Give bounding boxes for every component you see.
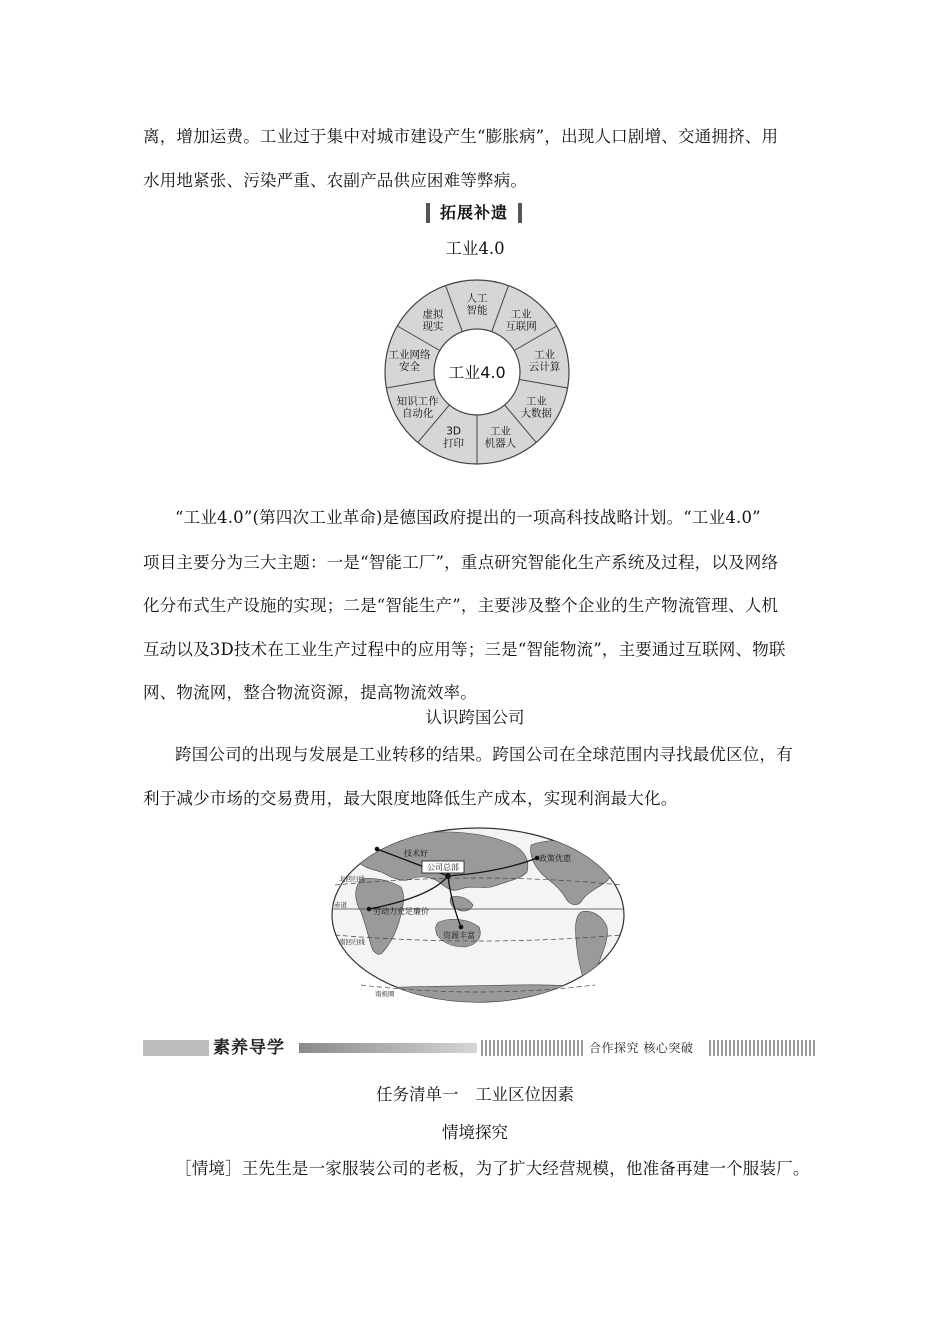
map-label-tech: 技术好 <box>404 849 428 858</box>
wheel-segment-label: 虚拟 <box>422 308 444 321</box>
map-label-antarctic: 南极圈 <box>375 990 395 998</box>
task-scenario: ［情境］王先生是一家服装公司的老板，为了扩大经营规模，他准备再建一个服装厂。 <box>175 1159 810 1178</box>
wheel-segment-label: 3D <box>446 425 461 438</box>
wheel-segment-label: 工业 <box>489 425 511 438</box>
industry40-paragraph-line-2: 项目主要分为三大主题：一是“智能工厂”，重点研究智能化生产系统及过程，以及网络 <box>143 553 779 572</box>
wheel-segment-label: 工业 <box>525 395 547 408</box>
map-label-south-tropic: 南回归线 <box>339 938 365 946</box>
banner-subtitle: 合作探究 核心突破 <box>589 1041 694 1055</box>
industry40-paragraph-line-5: 网、物流网，整合物流资源，提高物流效率。 <box>143 683 477 702</box>
task-heading: 任务清单一 工业区位因素 <box>376 1085 574 1104</box>
wheel-segment-label: 自动化 <box>401 407 434 420</box>
map-label-resources: 资源丰富 <box>443 931 475 940</box>
wheel-segment-label: 安全 <box>399 361 421 374</box>
multinational-heading: 认识跨国公司 <box>425 708 525 727</box>
map-label-policy: 政策优惠 <box>539 854 571 863</box>
banner-title: 素养导学 <box>213 1038 285 1058</box>
map-label-equator: 赤道 <box>334 901 347 909</box>
expand-tag-label: 拓展补遗 <box>439 203 508 222</box>
section-banner <box>143 1036 815 1060</box>
wheel-segment-label: 云计算 <box>528 361 561 374</box>
wheel-segment-label: 知识工作 <box>396 395 439 408</box>
industry40-paragraph-line-1: “工业4.0”(第四次工业革命)是德国政府提出的一项高科技战略计划。“工业4.0” <box>175 508 761 527</box>
expand-section-tag <box>426 201 522 225</box>
wheel-segment-label: 打印 <box>443 437 465 450</box>
wheel-segment-label: 工业网络 <box>388 349 431 362</box>
industry40-wheel-diagram <box>382 277 572 467</box>
banner-stripes-right <box>709 1040 815 1056</box>
wheel-segment-label: 机器人 <box>484 437 517 450</box>
wheel-center-label: 工业4.0 <box>448 363 506 382</box>
wheel-segment-label: 人工 <box>466 292 488 305</box>
wheel-segment-label: 大数据 <box>520 407 553 420</box>
wheel-segment-label: 工业 <box>533 349 555 362</box>
industry40-heading: 工业4.0 <box>445 239 505 258</box>
banner-gradient-bar <box>299 1043 477 1053</box>
tag-right-bar <box>518 203 522 223</box>
wheel-segment-label: 工业 <box>510 308 532 321</box>
banner-left-block <box>143 1040 209 1056</box>
industry40-paragraph-line-3: 化分布式生产设施的实现；二是“智能生产”，主要涉及整个企业的生产物流管理、人机 <box>143 596 779 615</box>
map-label-labor: 劳动力充足廉价 <box>373 907 429 916</box>
banner-stripes-left <box>481 1040 585 1056</box>
map-label-north-tropic: 北回归线 <box>339 875 365 883</box>
top-paragraph-line-2: 水用地紧张、污染严重、农副产品供应困难等弊病。 <box>143 171 528 190</box>
multinational-paragraph-line-1: 跨国公司的出现与发展是工业转移的结果。跨国公司在全球范围内寻找最优区位，有 <box>175 745 793 764</box>
wheel-segment-label: 现实 <box>422 320 444 333</box>
headquarters-label: 公司总部 <box>427 863 459 872</box>
multinational-paragraph-line-2: 利于减少市场的交易费用，最大限度地降低生产成本，实现利润最大化。 <box>143 789 678 808</box>
wheel-segment-label: 智能 <box>466 304 488 317</box>
task-subheading: 情境探究 <box>442 1123 508 1142</box>
top-paragraph-line-1: 离，增加运费。工业过于集中对城市建设产生“膨胀病”，出现人口剧增、交通拥挤、用 <box>143 127 779 146</box>
industry40-paragraph-line-4: 互动以及3D技术在工业生产过程中的应用等；三是“智能物流”，主要通过互联网、物联 <box>143 640 786 659</box>
wheel-segment-label: 互联网 <box>505 320 537 333</box>
world-map-figure <box>331 827 625 1003</box>
